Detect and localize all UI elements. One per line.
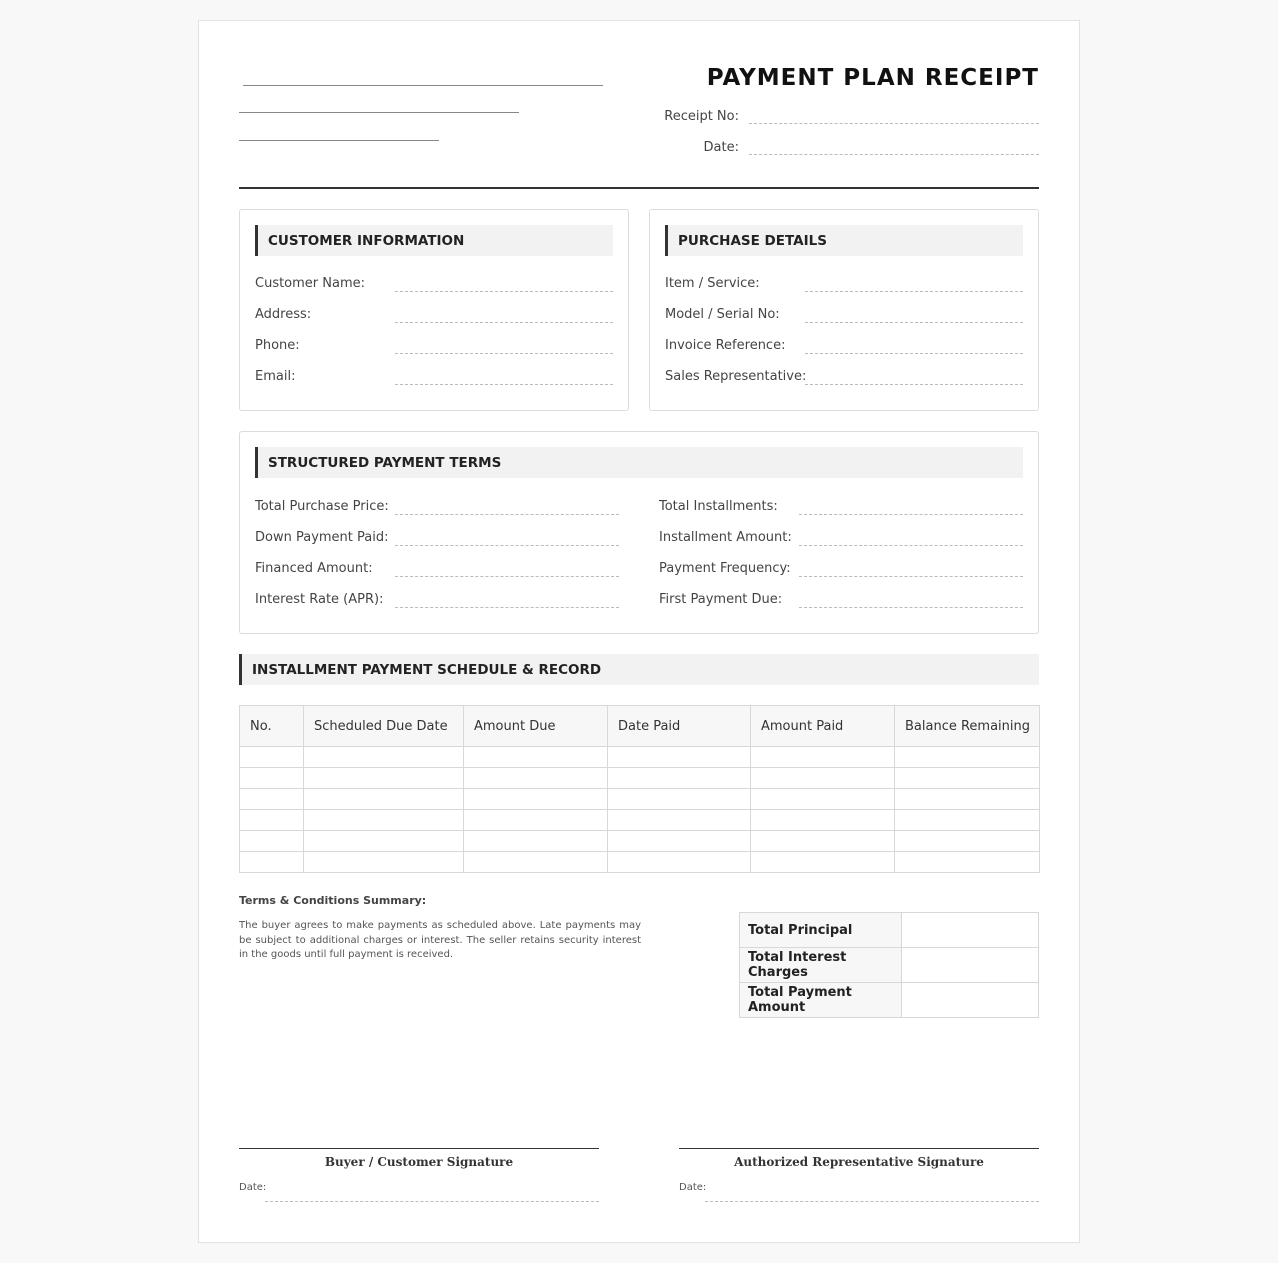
model-field[interactable]	[805, 322, 1023, 323]
total-interest-value[interactable]	[902, 948, 1039, 983]
table-row	[240, 831, 1040, 852]
table-cell[interactable]	[464, 852, 608, 873]
table-cell[interactable]	[464, 810, 608, 831]
total-price-row	[255, 499, 389, 514]
company-contact-line[interactable]	[239, 140, 439, 141]
payment-terms-heading: STRUCTURED PAYMENT TERMS	[255, 447, 1023, 478]
header-divider	[239, 187, 1039, 189]
receipt-page	[198, 20, 1080, 1243]
table-cell[interactable]	[751, 747, 895, 768]
customer-name-row	[255, 276, 365, 291]
table-cell[interactable]	[608, 852, 751, 873]
col-header-amount-paid: Amount Paid	[751, 706, 895, 747]
totals-table	[739, 912, 1039, 1018]
table-cell[interactable]	[464, 768, 608, 789]
total-interest-label: Total Interest Charges	[740, 948, 902, 983]
purchase-details-heading: PURCHASE DETAILS	[665, 225, 1023, 256]
customer-info-box	[239, 209, 629, 411]
table-cell[interactable]	[751, 852, 895, 873]
table-row	[240, 852, 1040, 873]
field-label: Payment Frequency:	[659, 561, 791, 576]
interest-rate-row	[255, 592, 383, 607]
table-cell[interactable]	[304, 768, 464, 789]
customer-name-field[interactable]	[395, 291, 613, 292]
table-row	[240, 810, 1040, 831]
customer-email-field[interactable]	[395, 384, 613, 385]
sales-rep-row	[665, 369, 806, 384]
purchase-details-box	[649, 209, 1039, 411]
table-cell[interactable]	[464, 831, 608, 852]
invoice-field[interactable]	[805, 353, 1023, 354]
field-label: Financed Amount:	[255, 561, 373, 576]
total-payment-value[interactable]	[902, 983, 1039, 1018]
table-cell[interactable]	[608, 789, 751, 810]
receipt-date-label: Date:	[703, 140, 739, 155]
total-payment-label: Total Payment Amount	[740, 983, 902, 1018]
buyer-signature-line[interactable]	[239, 1148, 599, 1149]
field-label: Email:	[255, 369, 296, 384]
field-label: Total Purchase Price:	[255, 499, 389, 514]
customer-address-field[interactable]	[395, 322, 613, 323]
table-cell[interactable]	[464, 789, 608, 810]
receipt-no-field[interactable]	[749, 110, 1039, 124]
table-cell[interactable]	[304, 831, 464, 852]
payment-terms-box	[239, 431, 1039, 634]
customer-phone-row	[255, 338, 300, 353]
total-principal-label: Total Principal	[740, 913, 902, 948]
financed-amount-field[interactable]	[395, 576, 619, 577]
table-cell[interactable]	[895, 789, 1040, 810]
total-price-field[interactable]	[395, 514, 619, 515]
receipt-no-label: Receipt No:	[664, 109, 739, 124]
table-cell[interactable]	[240, 831, 304, 852]
terms-text: The buyer agrees to make payments as scheduled above. Late payments may be subject to additional charges or interest. The seller retains security interest in the goods until full payment is received.	[239, 920, 641, 960]
field-label: First Payment Due:	[659, 592, 783, 607]
terms-title: Terms & Conditions Summary:	[239, 894, 427, 907]
table-cell[interactable]	[895, 768, 1040, 789]
col-header-date-paid: Date Paid	[608, 706, 751, 747]
model-row	[665, 307, 780, 322]
table-cell[interactable]	[751, 768, 895, 789]
rep-signature-line[interactable]	[679, 1148, 1039, 1149]
table-cell[interactable]	[895, 852, 1040, 873]
interest-rate-field[interactable]	[395, 607, 619, 608]
buyer-date-label: Date:	[239, 1182, 267, 1193]
customer-address-row	[255, 307, 311, 322]
table-cell[interactable]	[895, 831, 1040, 852]
company-name-line[interactable]	[243, 85, 603, 86]
receipt-date-row	[704, 140, 1039, 155]
installment-amount-field[interactable]	[799, 545, 1023, 546]
sales-rep-field[interactable]	[805, 384, 1023, 385]
total-principal-value[interactable]	[902, 913, 1039, 948]
schedule-table	[239, 705, 1040, 873]
col-header-due-date: Scheduled Due Date	[304, 706, 464, 747]
col-header-balance: Balance Remaining	[895, 706, 1040, 747]
table-row	[240, 747, 1040, 768]
payment-frequency-field[interactable]	[799, 576, 1023, 577]
installment-amount-row	[659, 530, 792, 545]
field-label: Invoice Reference:	[665, 338, 786, 353]
total-installments-row	[659, 499, 778, 514]
table-cell[interactable]	[240, 768, 304, 789]
table-cell[interactable]	[608, 831, 751, 852]
table-cell[interactable]	[240, 789, 304, 810]
table-cell[interactable]	[608, 810, 751, 831]
field-label: Customer Name:	[255, 276, 366, 291]
field-label: Total Installments:	[659, 499, 778, 514]
customer-info-heading: CUSTOMER INFORMATION	[255, 225, 613, 256]
down-payment-row	[255, 530, 388, 545]
buyer-date-field[interactable]	[265, 1201, 599, 1202]
table-cell[interactable]	[895, 810, 1040, 831]
table-cell[interactable]	[240, 810, 304, 831]
field-label: Model / Serial No:	[665, 307, 780, 322]
table-cell[interactable]	[304, 747, 464, 768]
col-header-no: No.	[240, 706, 304, 747]
invoice-row	[665, 338, 785, 353]
first-payment-field[interactable]	[799, 607, 1023, 608]
table-cell[interactable]	[240, 852, 304, 873]
financed-amount-row	[255, 561, 373, 576]
schedule-header-row	[240, 706, 1040, 747]
receipt-date-field[interactable]	[749, 141, 1039, 155]
field-label: Item / Service:	[665, 276, 760, 291]
table-cell[interactable]	[751, 831, 895, 852]
col-header-amount-due: Amount Due	[464, 706, 608, 747]
customer-phone-field[interactable]	[395, 353, 613, 354]
field-label: Down Payment Paid:	[255, 530, 389, 545]
table-cell[interactable]	[304, 810, 464, 831]
schedule-heading: INSTALLMENT PAYMENT SCHEDULE & RECORD	[239, 654, 1039, 685]
item-row	[665, 276, 760, 291]
table-cell[interactable]	[464, 747, 608, 768]
company-address-line[interactable]	[239, 112, 519, 113]
table-cell[interactable]	[304, 852, 464, 873]
field-label: Interest Rate (APR):	[255, 592, 384, 607]
receipt-no-row	[664, 109, 1039, 124]
payment-frequency-row	[659, 561, 791, 576]
field-label: Address:	[255, 307, 312, 322]
table-cell[interactable]	[304, 789, 464, 810]
table-cell[interactable]	[751, 810, 895, 831]
first-payment-row	[659, 592, 782, 607]
table-row	[240, 768, 1040, 789]
total-principal-row	[740, 913, 1039, 948]
total-installments-field[interactable]	[799, 514, 1023, 515]
table-cell[interactable]	[608, 747, 751, 768]
field-label: Sales Representative:	[665, 369, 807, 384]
total-interest-row	[740, 948, 1039, 983]
table-cell[interactable]	[895, 747, 1040, 768]
customer-email-row	[255, 369, 295, 384]
table-cell[interactable]	[608, 768, 751, 789]
table-row	[240, 789, 1040, 810]
item-field[interactable]	[805, 291, 1023, 292]
rep-date-field[interactable]	[705, 1201, 1039, 1202]
rep-signature-caption: Authorized Representative Signature	[734, 1155, 984, 1169]
buyer-signature-caption: Buyer / Customer Signature	[324, 1155, 514, 1169]
down-payment-field[interactable]	[395, 545, 619, 546]
page-title: PAYMENT PLAN RECEIPT	[706, 65, 1039, 91]
table-cell[interactable]	[240, 747, 304, 768]
table-cell[interactable]	[751, 789, 895, 810]
field-label: Phone:	[255, 338, 300, 353]
total-payment-row	[740, 983, 1039, 1018]
field-label: Installment Amount:	[659, 530, 792, 545]
rep-date-label: Date:	[679, 1182, 707, 1193]
